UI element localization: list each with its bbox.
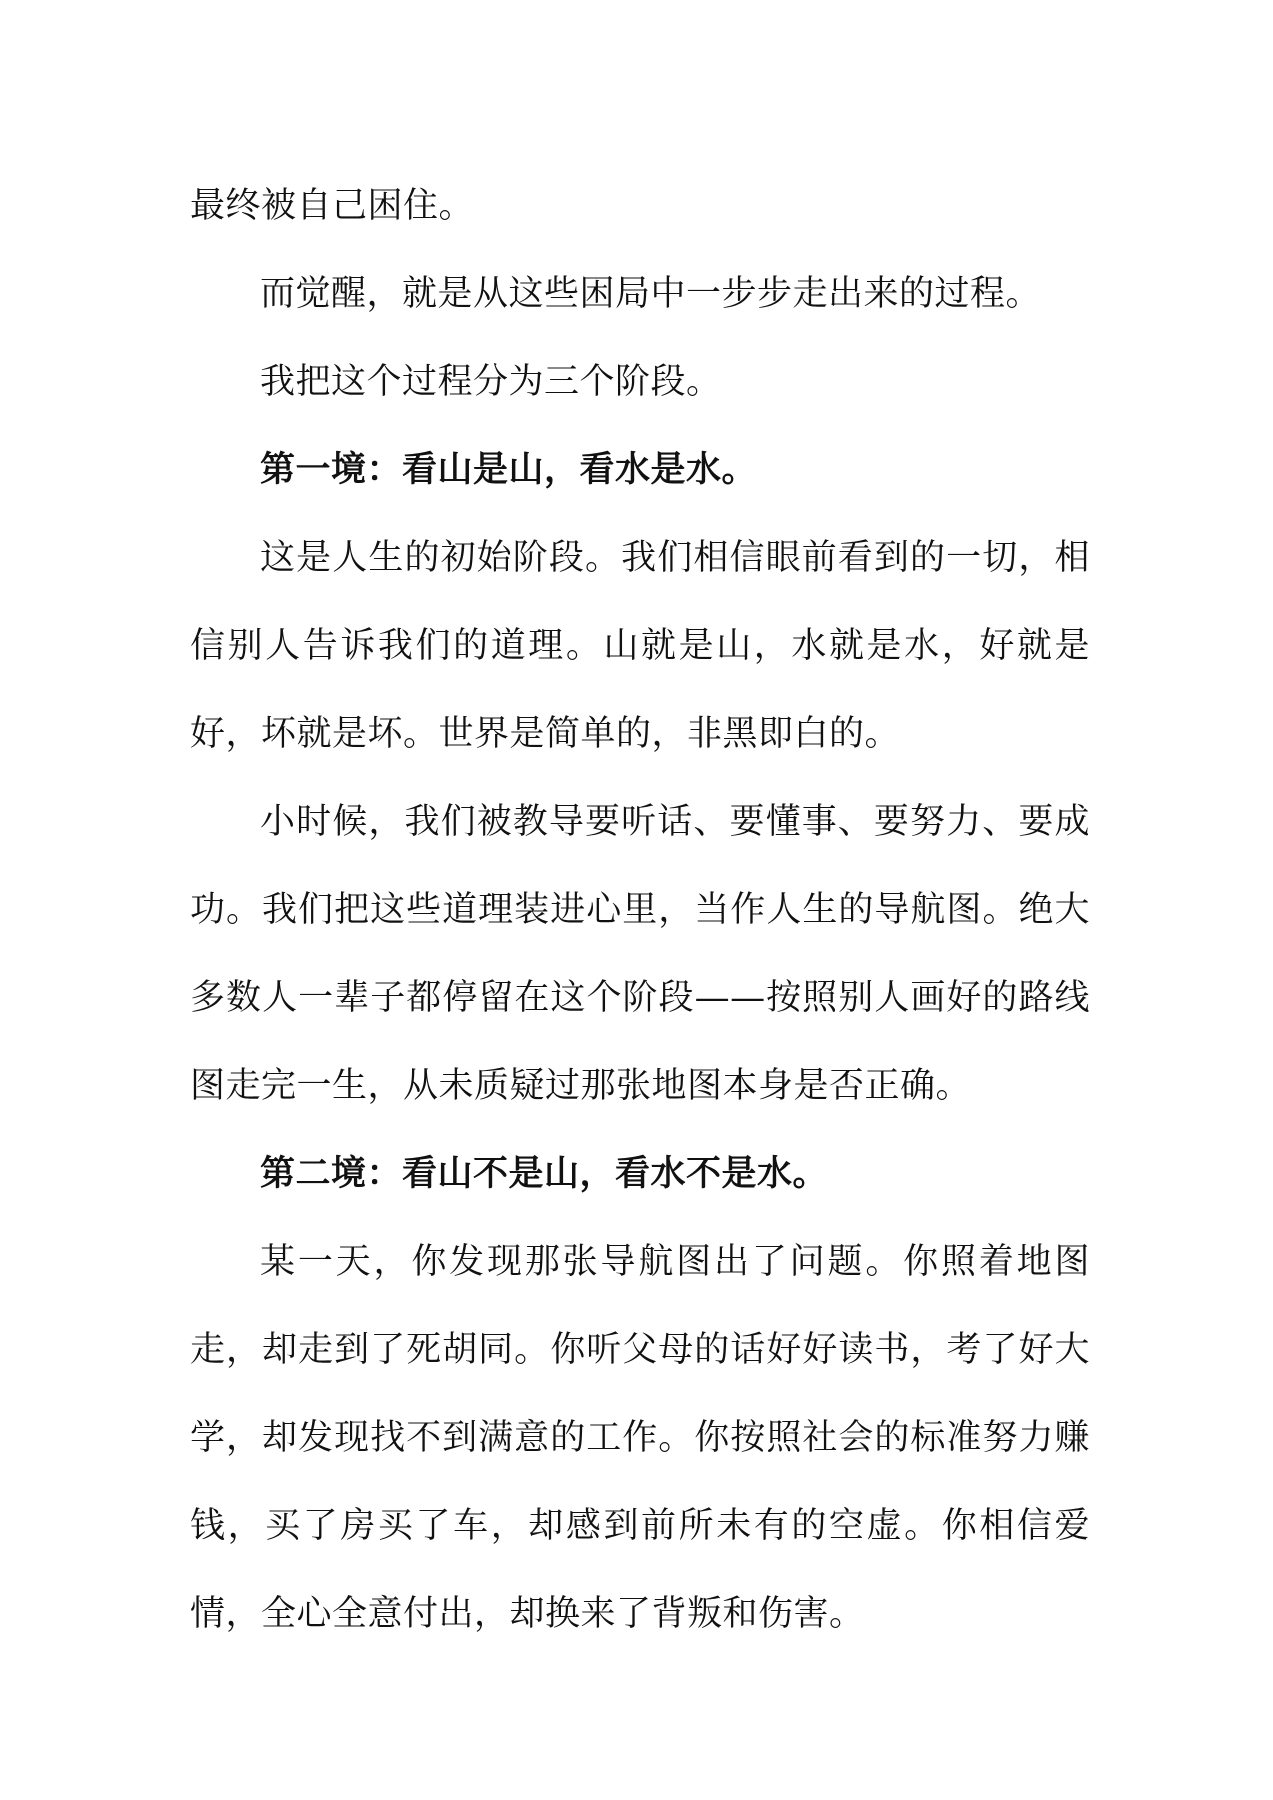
- paragraph-childhood: 小时候，我们被教导要听话、要懂事、要努力、要成功。我们把这些道理装进心里，当作人生的导航图。绝大多数人一辈子都停留在这个阶段——按照别人画好的路线图走完一生，从未质疑过那张地图本身是否正确。: [190, 802, 1090, 1106]
- heading-first-realm: 第一境：看山是山，看水是水。: [260, 449, 758, 490]
- paragraph-awakening: 而觉醒，就是从这些困局中一步步走出来的过程。: [260, 274, 1042, 314]
- paragraph-trapped: 最终被自己困住。: [190, 186, 475, 226]
- paragraph-initial-stage: 这是人生的初始阶段。我们相信眼前看到的一切，相信别人告诉我们的道理。山就是山，水就是水，好就是好，坏就是坏。世界是简单的，非黑即白的。: [190, 538, 1090, 754]
- document-body: [190, 162, 1090, 1658]
- paragraph-broken-map: 某一天，你发现那张导航图出了问题。你照着地图走，却走到了死胡同。你听父母的话好好读书，考了好大学，却发现找不到满意的工作。你按照社会的标准努力赚钱，买了房买了车，却感到前所未有的空虚。你相信爱情，全心全意付出，却换来了背叛和伤害。: [190, 1242, 1090, 1634]
- heading-second-realm: 第二境：看山不是山，看水不是水。: [260, 1153, 829, 1194]
- paragraph-three-stages: 我把这个过程分为三个阶段。: [260, 362, 722, 402]
